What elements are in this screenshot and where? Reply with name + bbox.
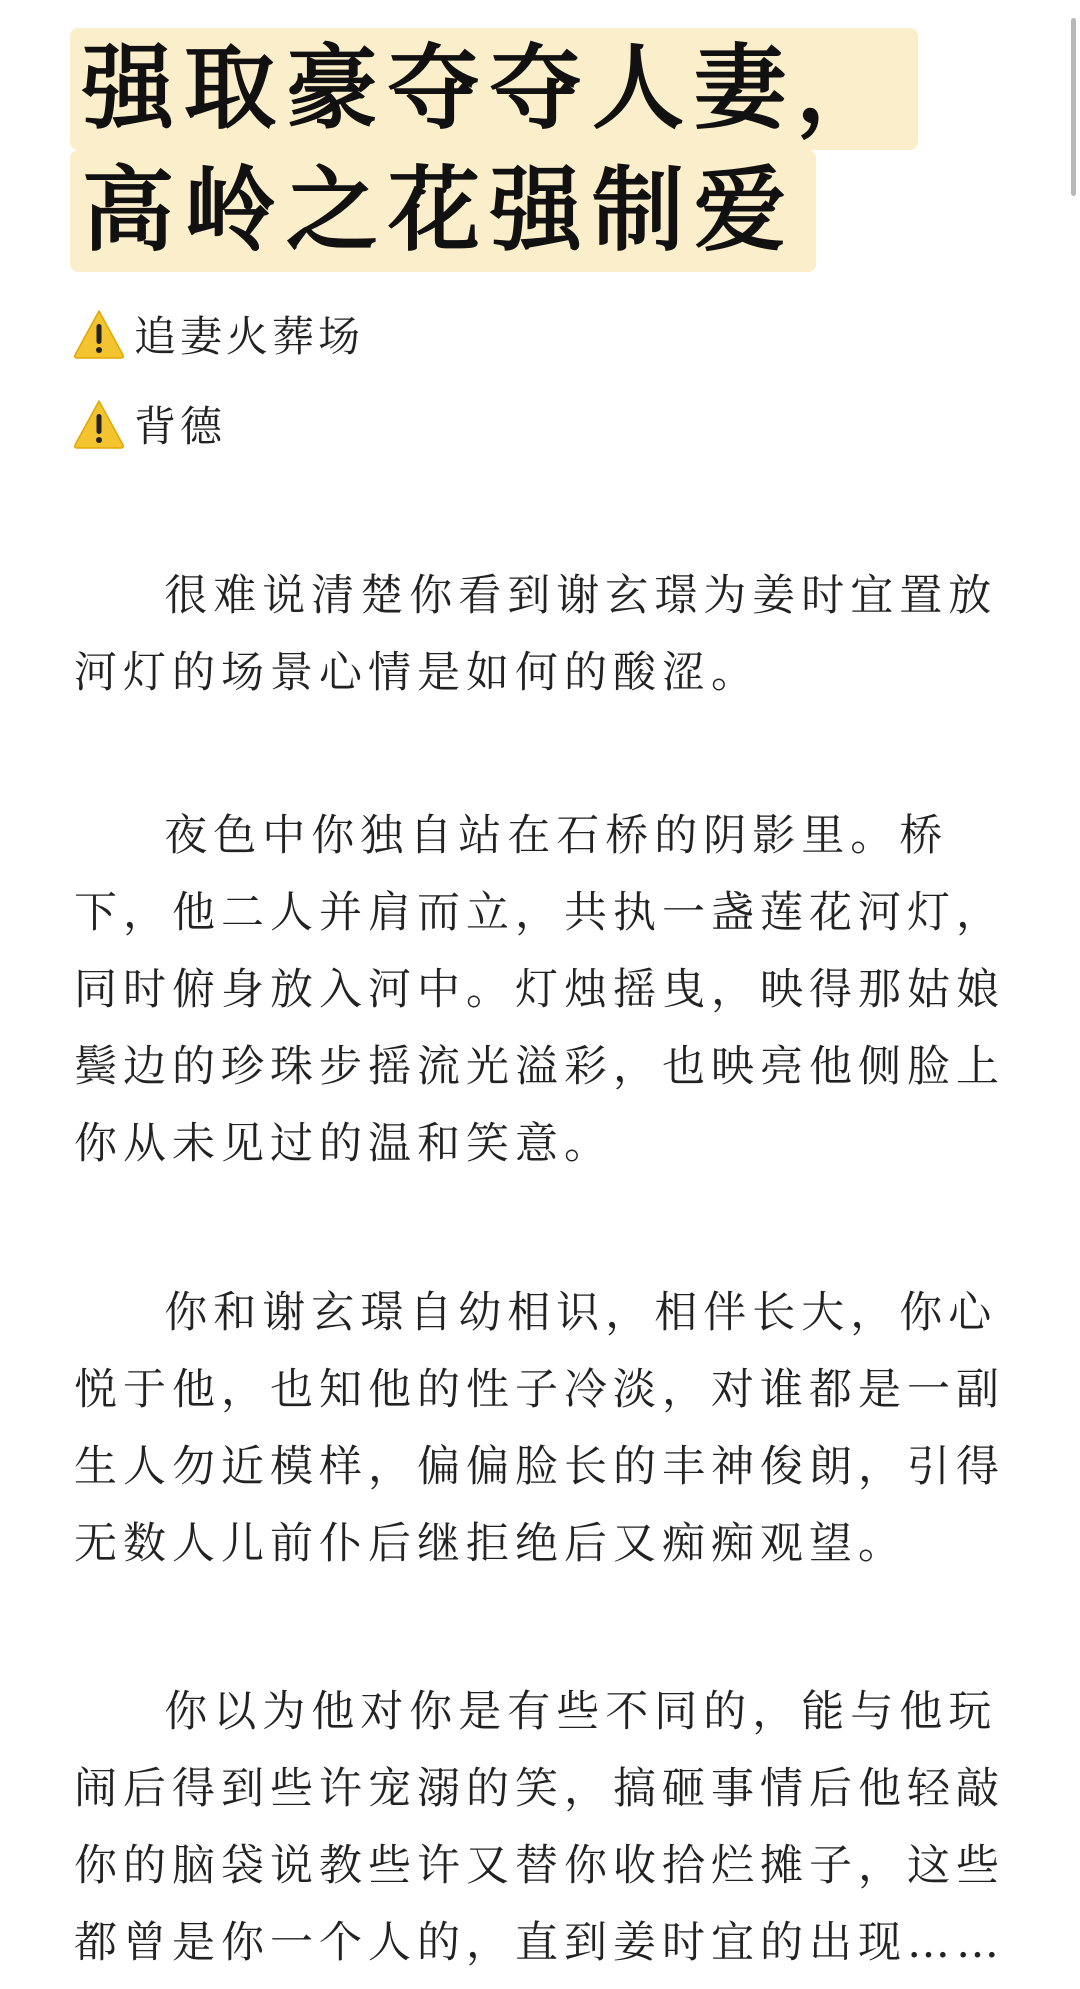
paragraph-4: 你以为他对你是有些不同的，能与他玩闹后得到些许宠溺的笑，搞砸事情后他轻敲你的脑袋说教些许又替你收拾烂摊子，这些都曾是你一个人的，直到姜时宜的出现…… (74, 1687, 1005, 1968)
scrollbar[interactable] (1071, 18, 1076, 196)
paragraph-2: 夜色中你独自站在石桥的阴影里。桥下，他二人并肩而立，共执一盏莲花河灯，同时俯身放入河中。灯烛摇曳，映得那姑娘鬓边的珍珠步摇流光溢彩，也映亮他侧脸上你从未见过的温和笑意。 (74, 811, 1005, 1169)
title-line-2: 高岭之花强制爱 (70, 150, 816, 272)
paragraph-1: 很难说清楚你看到谢玄璟为姜时宜置放河灯的场景心情是如何的酸涩。 (74, 571, 998, 698)
warning-text-2: 背德 (134, 402, 227, 451)
warning-item-2 (72, 394, 226, 454)
paragraph-3: 你和谢玄璟自幼相识，相伴长大，你心悦于他，也知他的性子冷淡，对谁都是一副生人勿近模样，偏偏脸长的丰神俊朗，引得无数人儿前仆后继拒绝后又痴痴观望。 (74, 1288, 1005, 1569)
title-line-1: 强取豪夺夺人妻， (70, 28, 918, 150)
warning-icon (72, 307, 126, 361)
post-title (70, 28, 918, 272)
warning-item-1 (72, 304, 364, 364)
warning-text-1: 追妻火葬场 (134, 312, 365, 361)
warning-icon (72, 397, 126, 451)
